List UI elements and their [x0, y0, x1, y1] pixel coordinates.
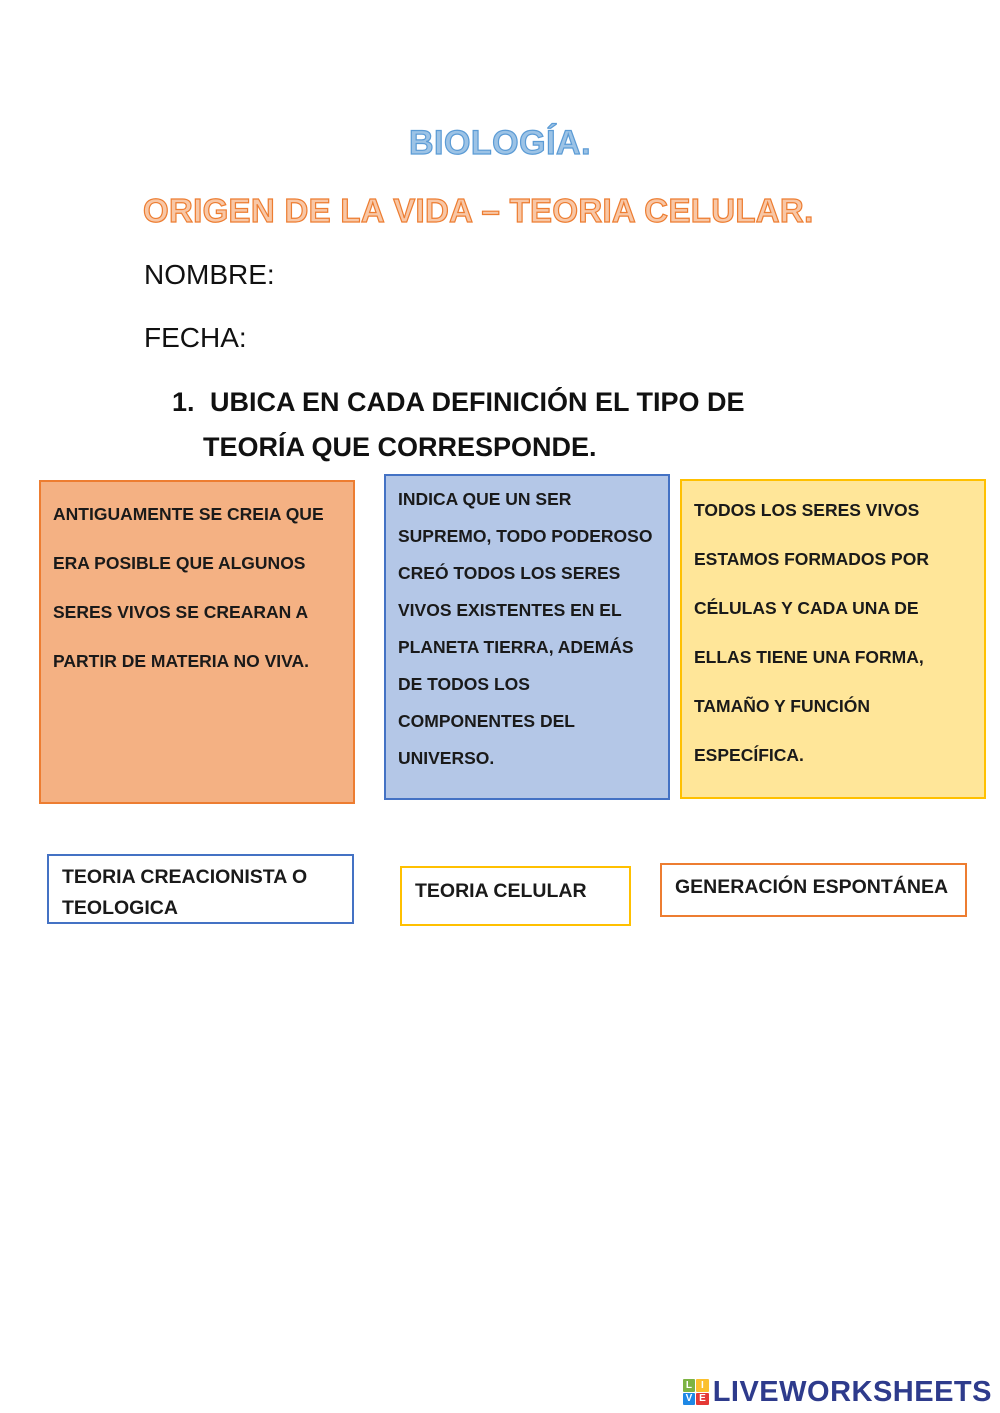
instruction-line-1: UBICA EN CADA DEFINICIÓN EL TIPO DE — [210, 387, 745, 417]
worksheet-topic-title: ORIGEN DE LA VIDA – TEORIA CELULAR. — [143, 192, 814, 229]
answer-option-creationist[interactable]: TEORIA CREACIONISTA O TEOLOGICA — [47, 854, 354, 924]
date-label: FECHA: — [144, 322, 247, 353]
instruction-line-2: TEORÍA QUE CORRESPONDE. — [203, 432, 597, 462]
definition-box-creationist: INDICA QUE UN SER SUPREMO, TODO PODEROSO CREÓ TODOS LOS SERES VIVOS EXISTENTES EN EL PLANETA TIERRA, ADEMÁS DE TODOS LOS COMPONENTES DEL UNIVERSO. — [384, 474, 670, 800]
logo-letter-l: L — [683, 1379, 696, 1392]
name-label: NOMBRE: — [144, 259, 275, 290]
instruction-text — [172, 380, 812, 470]
answer-option-cell-theory[interactable]: TEORIA CELULAR — [400, 866, 631, 926]
definition-box-spontaneous: ANTIGUAMENTE SE CREIA QUE ERA POSIBLE QUE ALGUNOS SERES VIVOS SE CREARAN A PARTIR DE MATERIA NO VIVA. — [39, 480, 355, 804]
worksheet-subject-title: BIOLOGÍA. — [408, 124, 592, 162]
logo-icon — [683, 1379, 709, 1405]
logo-letter-e: E — [696, 1393, 709, 1406]
liveworksheets-logo — [683, 1375, 992, 1409]
logo-text: LIVEWORKSHEETS — [712, 1375, 992, 1408]
answer-option-spontaneous-generation[interactable]: GENERACIÓN ESPONTÁNEA — [660, 863, 967, 917]
logo-letter-i: I — [696, 1379, 709, 1392]
instruction-number: 1. — [172, 387, 195, 417]
definition-box-cellular: TODOS LOS SERES VIVOS ESTAMOS FORMADOS POR CÉLULAS Y CADA UNA DE ELLAS TIENE UNA FORMA, TAMAÑO Y FUNCIÓN ESPECÍFICA. — [680, 479, 986, 799]
logo-letter-v: V — [683, 1393, 696, 1406]
